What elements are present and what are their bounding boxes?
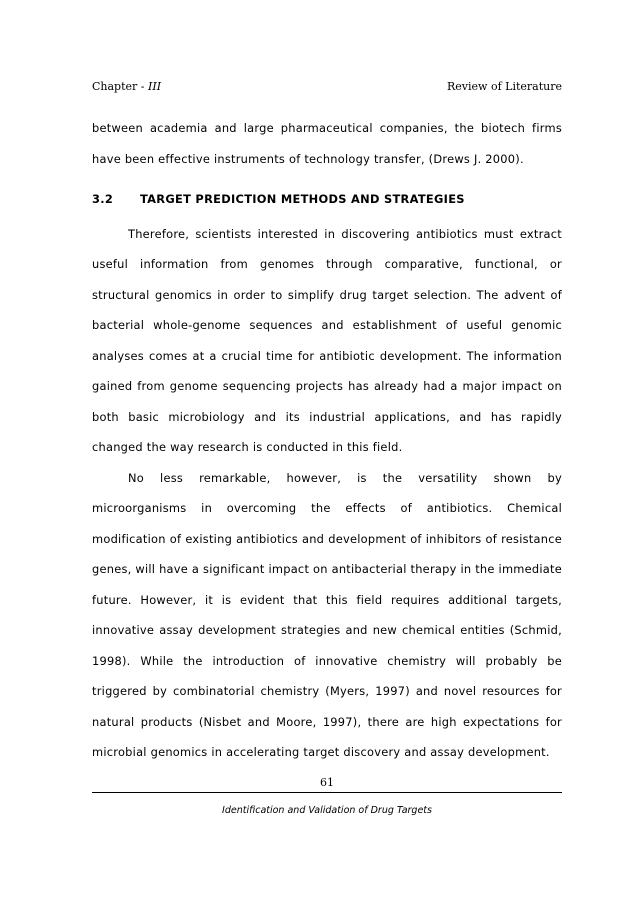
paragraph-1: between academia and large pharmaceutical companies, the biotech firms have been effective instruments of technology transfer, (Drews J. 2000). [92,121,562,166]
section-heading-text: TARGET PREDICTION METHODS AND STRATEGIES [140,192,465,206]
chapter-label [92,80,161,93]
footer-caption: Identification and Validation of Drug Targets [222,805,432,816]
footer-rule [92,792,562,793]
paragraph-3: No less remarkable, however, is the versatility shown by microorganisms in overcoming the effects of antibiotics. Chemical modification of existing antibiotics and development of inhibitors of resistance genes, will have a significant impact on antibacterial therapy in the immediate future. However, it is evident that this field requires additional targets, innovative assay development strategies and new chemical entities (Schmid, 1998). While the introduction of innovative chemistry will probably be triggered by combinatorial chemistry (Myers, 1997) and novel resources for natural products (Nisbet and Moore, 1997), there are high expectations for microbial genomics in accelerating target discovery and assay development. [92,470,562,759]
section-heading-number: 3.2 [92,192,114,206]
body-text [92,113,562,768]
section-title: Review of Literature [447,80,562,93]
chapter-number: III [148,80,162,93]
section-heading [92,184,562,215]
chapter-prefix: Chapter - [92,80,148,93]
running-header [92,80,562,98]
paragraph-2: Therefore, scientists interested in discovering antibiotics must extract useful information from genomes through comparative, functional, or structural genomics in order to simplify drug target selection. The advent of bacterial whole-genome sequences and establishment of useful genomic analyses comes at a crucial time for antibiotic development. The information gained from genome sequencing projects has already had a major impact on both basic microbiology and its industrial applications, and has rapidly changed the way research is conducted in this field. [92,226,562,454]
page-number: 61 [320,776,334,789]
